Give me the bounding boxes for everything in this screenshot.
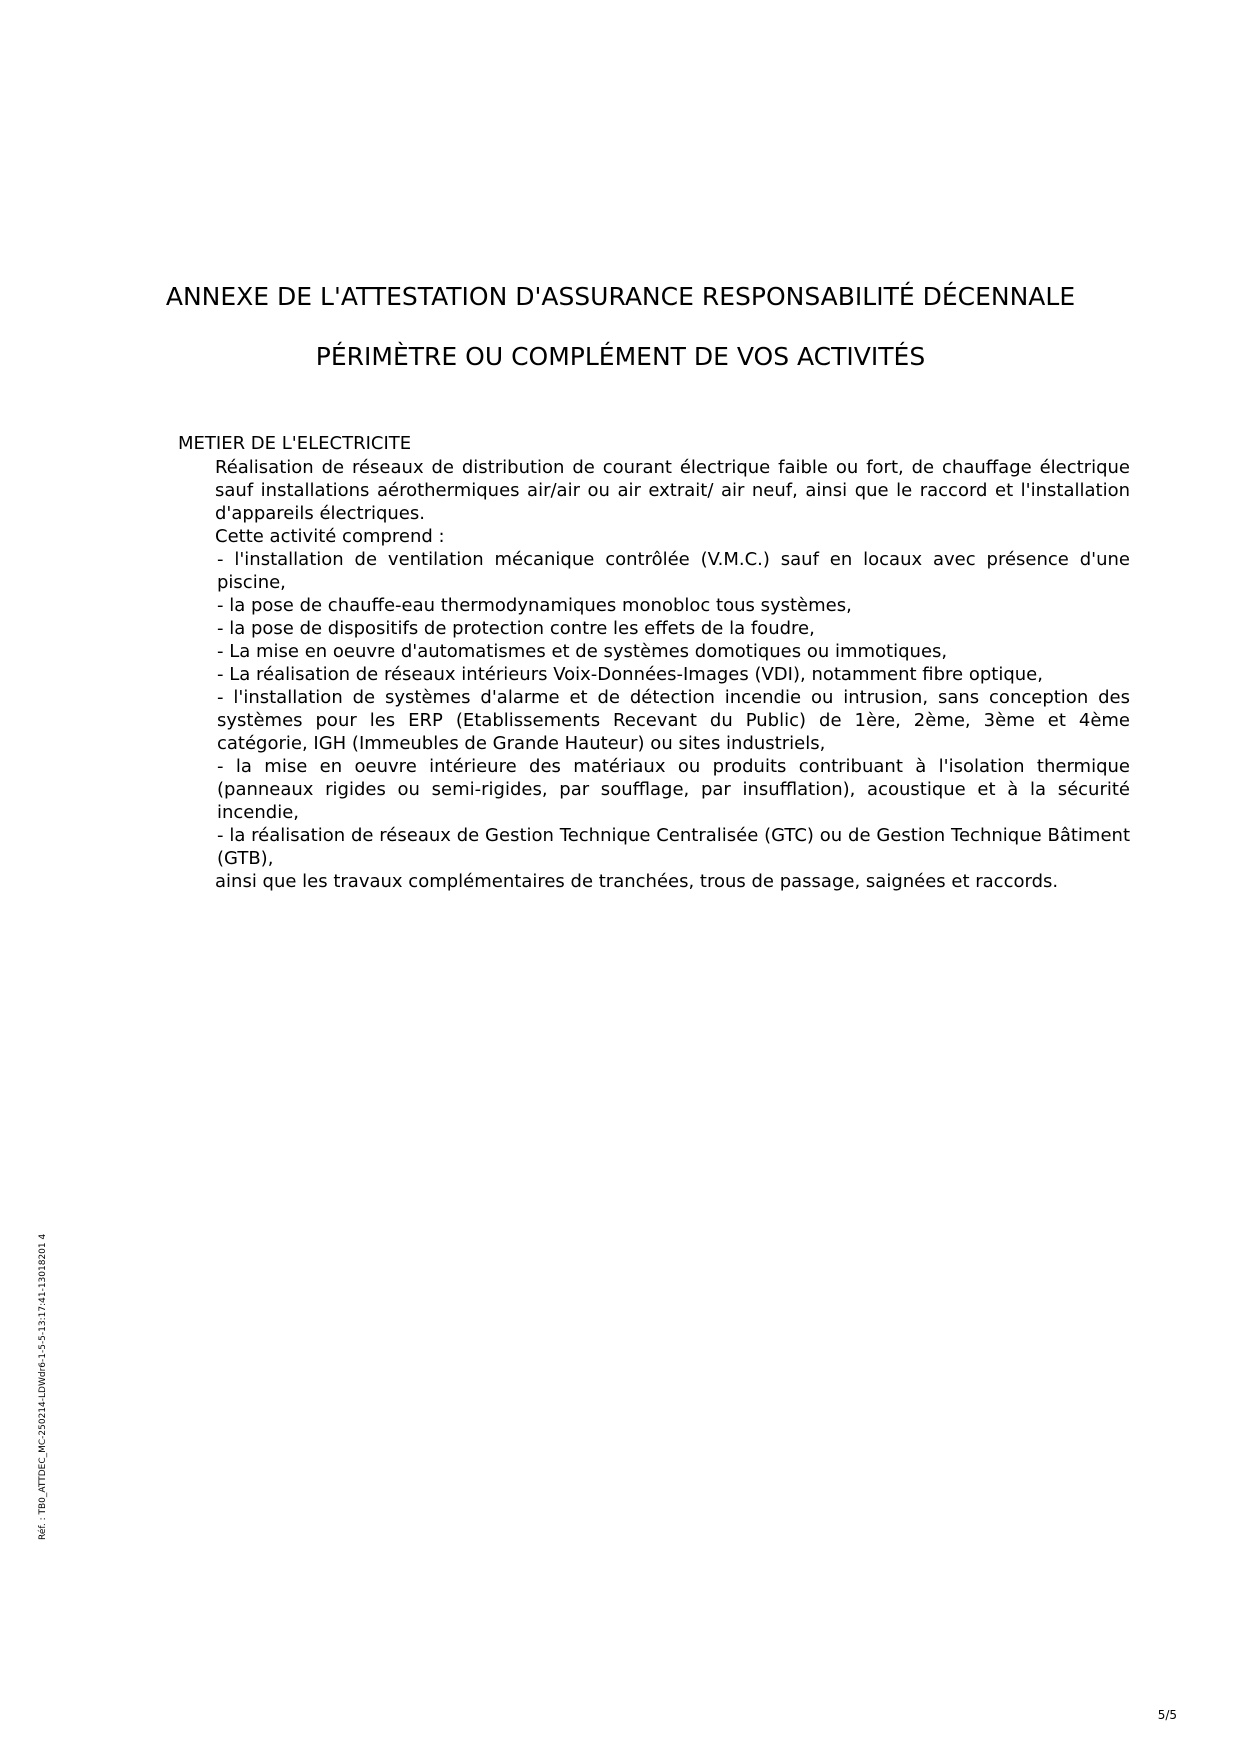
list-item: - la réalisation de réseaux de Gestion Technique Centralisée (GTC) ou de Gestion Technique Bâtiment (GTB), — [217, 825, 1130, 869]
list-item: - la mise en oeuvre intérieure des matériaux ou produits contribuant à l'isolation thermique (panneaux rigides ou semi-rigides, par soufflage, par insufflation), acoustique et à la sécurité incendie, — [217, 756, 1130, 823]
page-number: 5/5 — [1157, 1708, 1177, 1722]
includes-label: Cette activité comprend : — [215, 526, 445, 547]
list-item: - l'installation de ventilation mécanique contrôlée (V.M.C.) sauf en locaux avec présence d'une piscine, — [217, 549, 1130, 593]
page-subtitle: PÉRIMÈTRE OU COMPLÉMENT DE VOS ACTIVITÉS — [315, 342, 926, 371]
list-item: - l'installation de systèmes d'alarme et de détection incendie ou intrusion, sans conception des systèmes pour les ERP (Etablissements Recevant du Public) de 1ère, 2ème, 3ème et 4ème catégorie, IGH (Immeubles de Grande Hauteur) ou sites industriels, — [217, 687, 1130, 754]
intro-paragraph: Réalisation de réseaux de distribution de courant électrique faible ou fort, de chauffage électrique sauf installations aérothermiques air/air ou air extrait/ air neuf, ainsi que le raccord et l'installation d'appareils électriques. — [215, 457, 1130, 524]
section-heading: METIER DE L'ELECTRICITE — [178, 433, 412, 454]
list-item: - la pose de chauffe-eau thermodynamiques monobloc tous systèmes, — [217, 595, 852, 616]
section-body — [215, 456, 1130, 893]
list-item: - la pose de dispositifs de protection contre les effets de la foudre, — [217, 618, 815, 639]
document-reference: Réf. : TB0_ATTDEC_MC-250214-LDWdr6-1-5-5-13:17:41-13018201 4 — [38, 1233, 48, 1540]
list-item: - La mise en oeuvre d'automatismes et de systèmes domotiques ou immotiques, — [217, 641, 948, 662]
closing-paragraph: ainsi que les travaux complémentaires de tranchées, trous de passage, saignées et raccords. — [215, 871, 1059, 892]
list-item: - La réalisation de réseaux intérieurs Voix-Données-Images (VDI), notamment fibre optique, — [217, 664, 1043, 685]
page-title: ANNEXE DE L'ATTESTATION D'ASSURANCE RESPONSABILITÉ DÉCENNALE — [165, 282, 1076, 311]
